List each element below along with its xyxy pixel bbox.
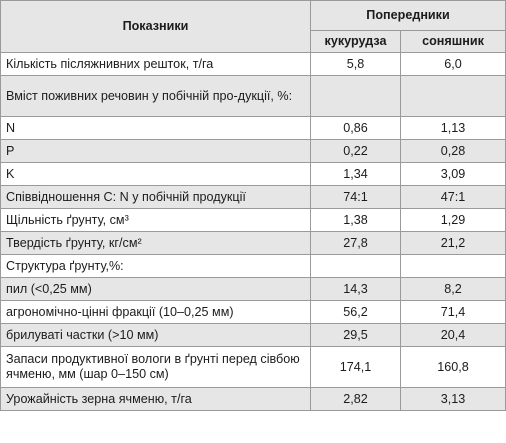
sunflower-value: 21,2: [401, 232, 506, 255]
table-row: [1, 301, 506, 324]
row-label: Щільність ґрунту, см³: [1, 209, 311, 232]
sunflower-value: 47:1: [401, 186, 506, 209]
sunflower-value: 3,09: [401, 163, 506, 186]
sunflower-value: 1,29: [401, 209, 506, 232]
sunflower-value: 3,13: [401, 388, 506, 411]
row-label: брилуваті частки (>10 мм): [1, 324, 311, 347]
table-row: [1, 255, 506, 278]
table-row: [1, 347, 506, 388]
corn-value: 1,34: [311, 163, 401, 186]
table-row: [1, 324, 506, 347]
corn-value: 14,3: [311, 278, 401, 301]
corn-value: 5,8: [311, 53, 401, 76]
sunflower-value: [401, 255, 506, 278]
table-row: [1, 76, 506, 117]
row-label: Структура ґрунту,%:: [1, 255, 311, 278]
corn-value: 56,2: [311, 301, 401, 324]
row-label: пил (<0,25 мм): [1, 278, 311, 301]
header-indicators: Показники: [1, 1, 311, 53]
table-row: [1, 209, 506, 232]
sunflower-value: 160,8: [401, 347, 506, 388]
row-label: Запаси продуктивної вологи в ґрунті перед сівбою ячменю, мм (шар 0–150 см): [1, 347, 311, 388]
table-row: [1, 163, 506, 186]
corn-value: [311, 255, 401, 278]
table-row: [1, 186, 506, 209]
corn-value: 27,8: [311, 232, 401, 255]
header-corn: кукурудза: [311, 31, 401, 53]
corn-value: 74:1: [311, 186, 401, 209]
corn-value: 29,5: [311, 324, 401, 347]
row-label: агрономічно-цінні фракції (10–0,25 мм): [1, 301, 311, 324]
table-row: [1, 53, 506, 76]
table-row: [1, 232, 506, 255]
header-sunflower: соняшник: [401, 31, 506, 53]
sunflower-value: 1,13: [401, 117, 506, 140]
row-label: Твердість ґрунту, кг/см²: [1, 232, 311, 255]
table-row: [1, 117, 506, 140]
sunflower-value: 8,2: [401, 278, 506, 301]
row-label: N: [1, 117, 311, 140]
sunflower-value: 0,28: [401, 140, 506, 163]
corn-value: 1,38: [311, 209, 401, 232]
corn-value: 2,82: [311, 388, 401, 411]
sunflower-value: 20,4: [401, 324, 506, 347]
corn-value: 174,1: [311, 347, 401, 388]
row-label: Співвідношення С: N у побічній продукції: [1, 186, 311, 209]
row-label: Урожайність зерна ячменю, т/га: [1, 388, 311, 411]
corn-value: 0,86: [311, 117, 401, 140]
row-label: K: [1, 163, 311, 186]
sunflower-value: 6,0: [401, 53, 506, 76]
header-predecessors: Попередники: [311, 1, 506, 31]
row-label: Кількість післяжнивних решток, т/га: [1, 53, 311, 76]
sunflower-value: [401, 76, 506, 117]
row-label: Вміст поживних речовин у побічній про-дукції, %:: [1, 76, 311, 117]
table-row: [1, 278, 506, 301]
row-label: P: [1, 140, 311, 163]
corn-value: 0,22: [311, 140, 401, 163]
table-row: [1, 140, 506, 163]
corn-value: [311, 76, 401, 117]
sunflower-value: 71,4: [401, 301, 506, 324]
table-row: [1, 388, 506, 411]
